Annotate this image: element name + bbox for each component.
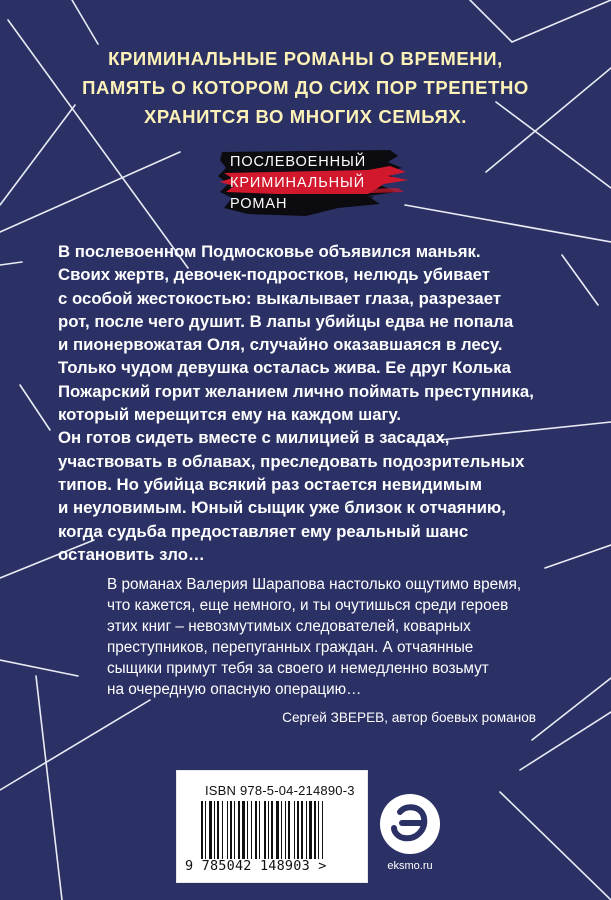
synopsis xyxy=(58,240,558,566)
review-line: В романах Валерия Шарапова настолько ощутимо время, xyxy=(107,576,522,593)
review-line: на очередную опасную операцию… xyxy=(107,680,362,698)
barcode-bars xyxy=(201,801,345,859)
eksmo-logo-icon xyxy=(372,792,448,856)
tagline-line: ПАМЯТЬ О КОТОРОМ ДО СИХ ПОР ТРЕПЕТНО xyxy=(82,77,529,98)
series-label-line1: ПОСЛЕВОЕННЫЙ xyxy=(230,154,367,170)
tagline-line: КРИМИНАЛЬНЫЕ РОМАНЫ О ВРЕМЕНИ, xyxy=(108,48,503,69)
tagline xyxy=(20,44,591,131)
review-line: преступников, перепуганных граждан. А отчаянные xyxy=(107,638,474,656)
synopsis-line: типов. Но убийца всякий раз остается невидимым xyxy=(58,474,482,494)
synopsis-line: Только чудом девушка осталась жива. Ее друг Колька xyxy=(58,358,511,378)
publisher-site: eksmo.ru xyxy=(387,860,433,872)
synopsis-line: когда судьба предоставляет ему реальный шанс xyxy=(58,521,469,541)
publisher-logo xyxy=(372,792,448,882)
synopsis-line: с особой жестокостью: выкалывает глаза, разрезает xyxy=(58,288,502,308)
review-line: этих книг – невозмутимых следователей, коварных xyxy=(107,617,471,635)
tagline-line: ХРАНИТСЯ ВО МНОГИХ СЕМЬЯХ. xyxy=(143,106,468,127)
series-label-line2: КРИМИНАЛЬНЫЙ xyxy=(230,175,366,191)
review-author: Сергей ЗВЕРЕВ, автор боевых романов xyxy=(282,710,536,725)
synopsis-line: рот, после чего душит. В лапы убийцы едва не попала xyxy=(58,311,514,331)
review-line: сыщики примут тебя за своего и немедленно возьмут xyxy=(107,659,489,677)
synopsis-line: участвовать в облавах, преследовать подозрительных xyxy=(58,451,525,471)
synopsis-line: Он готов сидеть вместе с милицией в засадах, xyxy=(58,428,450,448)
barcode-box xyxy=(176,770,368,883)
isbn-label: ISBN 978-5-04-214890-3 xyxy=(205,783,355,798)
barcode-digits: 9 785042 148903 > xyxy=(185,858,327,874)
review-quote xyxy=(107,575,577,700)
synopsis-line: В послевоенном Подмосковье объявился маньяк. xyxy=(58,242,481,261)
synopsis-line: остановить зло… xyxy=(58,544,205,564)
synopsis-line: Своих жертв, девочек-подростков, нелюдь убивает xyxy=(58,265,491,285)
synopsis-line: Пожарский горит желанием лично поймать преступника, xyxy=(58,381,534,401)
series-badge xyxy=(218,148,410,218)
synopsis-line: и неуловимым. Юный сыщик уже близок к отчаянию, xyxy=(58,498,506,518)
synopsis-line: который мерещится ему на каждом шагу. xyxy=(58,405,402,425)
review-line: что кажется, еще немного, и ты очутишься среди героев xyxy=(107,596,509,614)
series-label-line3: РОМАН xyxy=(230,196,288,212)
synopsis-line: и пионервожатая Оля, случайно оказавшаяся в лесу. xyxy=(58,335,503,355)
